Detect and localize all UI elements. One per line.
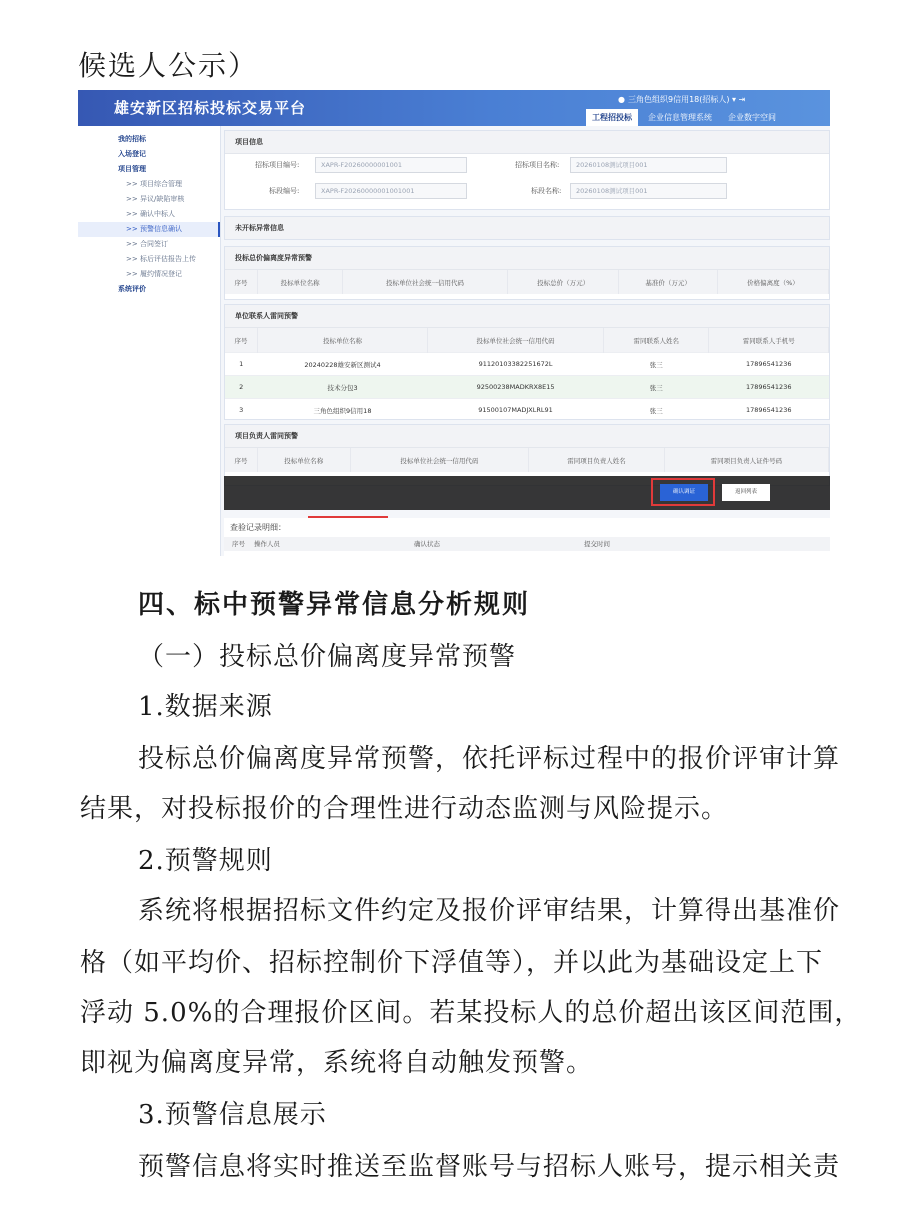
sidebar-item-project-comprehensive[interactable]: >> 项目综合管理 [126,180,182,188]
cell: 91500107MADJXLRL91 [428,399,604,422]
col-header: 投标单位名称 [258,270,343,294]
col-header: 投标总价（万元） [507,270,619,294]
sidebar-item-confirm-winner[interactable]: >> 确认中标人 [126,210,175,218]
confirm-button[interactable]: 确认调证 [660,484,708,501]
cell: 17896541236 [709,376,829,399]
sub-title: （一）投标总价偏离度异常预警 [138,642,517,672]
sidebar [78,126,221,556]
col-header: 确认状态 [414,540,440,548]
section-code-field[interactable]: XAPR-F20260000001001001 [315,183,467,199]
col-header: 基准价（万元） [619,270,717,294]
col-header: 雷同项目负责人证件号码 [664,448,828,472]
platform-header [78,90,830,126]
col-header: 投标单位社会统一信用代码 [343,270,507,294]
cell: 17896541236 [709,399,829,422]
col-header: 投标单位名称 [258,448,351,472]
deviation-card [224,246,830,300]
project-code-label: 招标项目编号: [255,161,300,169]
col-header: 提交时间 [584,540,610,548]
s2-paragraph-line: 格（如平均价、招标控制价下浮值等），并以此为基础设定上下 [80,948,824,978]
col-header: 序号 [225,270,258,294]
col-header: 序号 [225,448,258,472]
section-code-label: 标段编号: [269,187,300,195]
action-bar [224,476,830,510]
sidebar-item-warning-confirm[interactable]: >> 预警信息确认 [78,222,220,237]
query-header [224,537,830,551]
cell: 技术分包3 [258,376,428,399]
section-name-field[interactable]: 20260108测试项目001 [570,183,727,199]
highlight-box [651,478,715,506]
s3-title: 3.预警信息展示 [138,1100,327,1130]
sidebar-item-performance[interactable]: >> 履约情况登记 [126,270,182,278]
chevron-down-icon[interactable]: ▾ [732,95,737,104]
contact-heading: 单位联系人雷同预警 [225,305,829,328]
s2-title: 2.预警规则 [138,846,273,876]
table-row [225,353,829,376]
cell: 1 [225,353,258,376]
leader-heading: 项目负责人雷同预警 [225,425,829,448]
unopened-card [224,216,830,240]
tab-bidding[interactable]: 工程招投标 [586,109,638,126]
cell: 92500238MADKRX8E15 [428,376,604,399]
cell: 三角色组织9信用18 [258,399,428,422]
cell: 张三 [604,376,709,399]
cell: 20240228雄安新区测试4 [258,353,428,376]
col-header: 操作人员 [254,540,280,548]
embedded-screenshot [78,90,830,556]
col-header: 序号 [225,328,258,353]
col-header: 雷同联系人手机号 [709,328,829,353]
s1-title: 1.数据来源 [138,692,273,722]
sidebar-item-objection[interactable]: >> 异议/缺陷审核 [126,195,185,203]
platform-title: 雄安新区招标投标交易平台 [114,99,307,117]
sidebar-item-post-eval[interactable]: >> 标后评估报告上传 [126,255,196,263]
back-button[interactable]: 返回列表 [722,484,770,501]
col-header: 序号 [232,540,245,548]
sidebar-item-system-eval[interactable]: 系统评价 [118,285,146,293]
s1-paragraph-line: 投标总价偏离度异常预警，依托评标过程中的报价评审计算 [138,744,841,774]
col-header: 雷同联系人姓名 [604,328,709,353]
s3-paragraph-line: 预警信息将实时推送至监督账号与招标人账号，提示相关责 [138,1152,841,1182]
table-row [225,399,829,422]
col-header: 投标单位名称 [258,328,428,353]
unopened-heading: 未开标异常信息 [225,217,829,239]
section-title: 四、标中预警异常信息分析规则 [138,590,531,620]
logout-icon[interactable]: ⇥ [738,95,746,104]
table-row [225,376,829,399]
section-name-label: 标段名称: [531,187,562,195]
sidebar-item-entry[interactable]: 入场登记 [118,150,146,158]
s2-paragraph-line: 浮动 5.0%的合理报价区间。若某投标人的总价超出该区间范围， [80,998,862,1028]
project-name-label: 招标项目名称: [515,161,560,169]
user-icon: ● [618,95,625,104]
project-name-field[interactable]: 20260108测试项目001 [570,157,727,173]
query-records [224,518,830,556]
col-header: 价格偏离度（%） [717,270,828,294]
cell: 2 [225,376,258,399]
top-line-text: 候选人公示） [78,49,259,82]
deviation-table [225,270,829,294]
cell: 张三 [604,399,709,422]
project-code-field[interactable]: XAPR-F20260000001001 [315,157,467,173]
col-header: 雷同项目负责人姓名 [529,448,665,472]
s1-paragraph-line: 结果，对投标报价的合理性进行动态监测与风险提示。 [80,794,729,824]
sidebar-item-my-bidding[interactable]: 我的招标 [118,135,146,143]
project-info-heading: 项目信息 [225,131,829,154]
leader-table [225,448,829,472]
cell: 3 [225,399,258,422]
query-title: 查验记录明细： [230,523,286,532]
sidebar-item-project-mgmt[interactable]: 项目管理 [118,165,146,173]
user-name: 三角色组织9信用18(招标人) [627,95,730,104]
deviation-heading: 投标总价偏离度异常预警 [225,247,829,270]
cell: 91120103382251672L [428,353,604,376]
tab-digital-space[interactable]: 企业数字空间 [728,113,776,122]
user-info[interactable] [618,94,745,105]
sidebar-item-contract[interactable]: >> 合同签订 [126,240,168,248]
col-header: 投标单位社会统一信用代码 [350,448,529,472]
s2-paragraph-line: 系统将根据招标文件约定及报价评审结果，计算得出基准价 [138,896,841,926]
cell: 17896541236 [709,353,829,376]
project-info-card [224,130,830,210]
col-header: 投标单位社会统一信用代码 [428,328,604,353]
s2-paragraph-line: 即视为偏离度异常，系统将自动触发预警。 [80,1048,594,1078]
tab-enterprise-info[interactable]: 企业信息管理系统 [648,113,712,122]
contact-table [225,328,829,421]
contact-card [224,304,830,420]
header-tabs [586,109,782,126]
cell: 张三 [604,353,709,376]
